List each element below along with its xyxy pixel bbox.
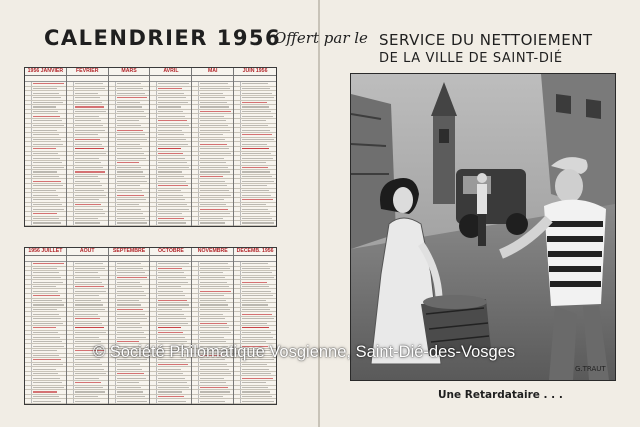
day-list — [150, 82, 191, 226]
day-list — [25, 262, 66, 404]
day-row — [234, 399, 276, 404]
day-row — [25, 399, 66, 404]
artist-signature: G.TRAUT — [575, 365, 606, 373]
illustration-caption: Une Retardataire . . . — [438, 389, 563, 401]
day-list — [67, 82, 108, 226]
month-column — [25, 248, 67, 404]
month-label: SEPTEMBRE — [109, 248, 150, 256]
month-label: 1956 JANVIER — [25, 68, 66, 76]
month-column — [192, 248, 234, 404]
day-row — [150, 399, 191, 404]
month-column — [150, 68, 192, 226]
month-column — [192, 68, 234, 226]
month-label: OCTOBRE — [150, 248, 191, 256]
day-list — [192, 82, 233, 226]
day-row — [150, 221, 191, 226]
month-column — [234, 248, 276, 404]
calendar-grid-second-half — [24, 247, 277, 405]
calendar-title: CALENDRIER 1956 — [44, 26, 282, 50]
month-column — [150, 248, 192, 404]
month-label: AVRIL — [150, 68, 191, 76]
month-label: FÉVRIER — [67, 68, 108, 76]
calendar-grid-first-half — [24, 67, 277, 227]
day-row — [67, 221, 108, 226]
month-column — [234, 68, 276, 226]
day-row — [67, 399, 108, 404]
day-list — [109, 82, 150, 226]
day-list — [234, 82, 276, 226]
month-column — [109, 68, 151, 226]
ville-name: DE LA VILLE DE SAINT-DIÉ — [379, 51, 563, 66]
copyright-watermark: © Société Philomatique Vosgienne, Saint-Dié-des-Vosges — [93, 343, 516, 361]
day-row — [192, 221, 233, 226]
month-column — [67, 248, 109, 404]
month-column — [109, 248, 151, 404]
day-list — [25, 82, 66, 226]
day-list — [109, 262, 150, 404]
month-label: MAI — [192, 68, 233, 76]
service-name: SERVICE DU NETTOIEMENT — [379, 31, 593, 49]
day-list — [67, 262, 108, 404]
day-row — [192, 399, 233, 404]
day-list — [192, 262, 233, 404]
street-scene-drawing — [351, 74, 615, 380]
day-list — [234, 262, 276, 404]
month-label: JUIN 1956 — [234, 68, 276, 76]
center-fold — [318, 0, 320, 427]
month-label: 1956 JUILLET — [25, 248, 66, 256]
day-row — [25, 221, 66, 226]
month-label: MARS — [109, 68, 150, 76]
illustration-street-scene — [350, 73, 616, 381]
day-list — [150, 262, 191, 404]
day-row — [109, 221, 150, 226]
day-row — [109, 399, 150, 404]
month-label: AOUT — [67, 248, 108, 256]
day-row — [234, 221, 276, 226]
month-label: DÉCEMB. 1956 — [234, 248, 276, 256]
offert-par-text: Offert par le — [274, 29, 368, 47]
month-column — [25, 68, 67, 226]
month-column — [67, 68, 109, 226]
month-label: NOVEMBRE — [192, 248, 233, 256]
